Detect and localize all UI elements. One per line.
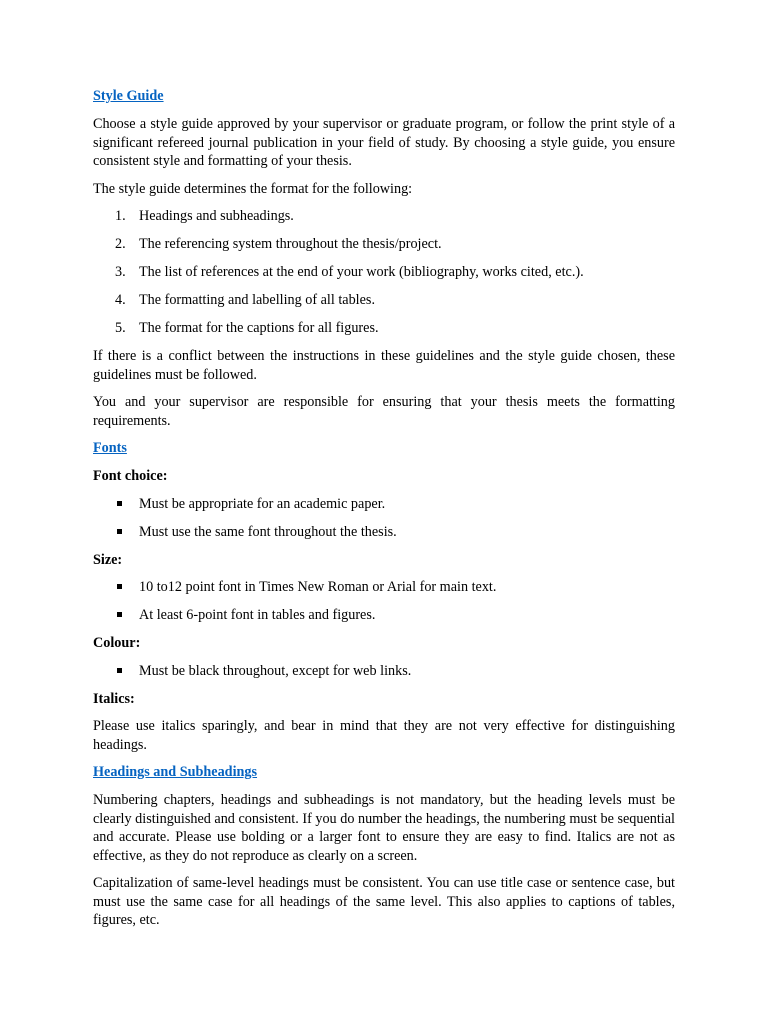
list-item-text: The format for the captions for all figures.	[139, 320, 379, 336]
list-item	[93, 495, 675, 514]
fonts-heading-block	[93, 439, 675, 458]
list-item-text: 10 to12 point font in Times New Roman or Arial for main text.	[139, 579, 497, 595]
bullet-icon	[117, 584, 122, 589]
list-item-number: 3.	[115, 264, 126, 280]
list-item-text: Must be black throughout, except for web links.	[139, 662, 412, 679]
list-item	[93, 606, 675, 625]
document-page	[93, 87, 675, 939]
style-guide-heading-link[interactable]: Style Guide	[93, 88, 164, 104]
italics-label: Italics:	[93, 690, 135, 707]
list-item	[93, 319, 675, 338]
colour-label: Colour:	[93, 635, 141, 651]
headings-paragraph-2: Capitalization of same-level headings must be consistent. You can use title case or sentence case, but must use the same case for all headings of the same level. This also applies to captions of tables, figures, etc.	[93, 875, 675, 928]
style-guide-heading-block	[93, 87, 675, 106]
list-item-text: At least 6-point font in tables and figures.	[139, 607, 376, 623]
list-item-text: The referencing system throughout the thesis/project.	[139, 236, 442, 252]
headings-heading-block	[93, 763, 675, 782]
style-guide-responsibility: You and your supervisor are responsible for ensuring that your thesis meets the formatting requirements.	[93, 394, 675, 429]
style-guide-conflict: If there is a conflict between the instructions in these guidelines and the style guide chosen, these guidelines must be followed.	[93, 348, 675, 383]
style-guide-list	[93, 207, 675, 338]
list-item	[93, 235, 675, 254]
font-choice-label: Font choice:	[93, 468, 168, 484]
list-item-text: Must be appropriate for an academic paper.	[139, 495, 386, 512]
bullet-icon	[117, 501, 122, 506]
list-item-number: 5.	[115, 320, 126, 336]
list-item	[93, 291, 675, 310]
list-item	[93, 662, 675, 681]
list-item	[93, 207, 675, 226]
list-item	[93, 523, 675, 542]
list-item-text: Headings and subheadings.	[139, 208, 294, 224]
bullet-icon	[117, 612, 122, 617]
list-item-number: 4.	[115, 292, 126, 308]
size-list	[93, 578, 675, 625]
style-guide-intro: Choose a style guide approved by your supervisor or graduate program, or follow the print style of a significant refereed journal publication in your field of study. By choosing a style guide, you ensure consistent style and formatting of your thesis.	[93, 116, 675, 169]
list-item-text: Must use the same font throughout the thesis.	[139, 523, 397, 540]
size-label: Size:	[93, 551, 123, 568]
headings-paragraph-1: Numbering chapters, headings and subheadings is not mandatory, but the heading levels must be clearly distinguished and consistent. If you do number the headings, the numbering must be sequential and accurate. Please use bolding or a larger font to ensure they are easy to find. Italics are not as effective, as they do not reproduce as clearly on a screen.	[93, 792, 675, 864]
list-item	[93, 578, 675, 597]
style-guide-lead: The style guide determines the format for the following:	[93, 180, 413, 197]
list-item-number: 1.	[115, 208, 126, 224]
list-item-text: The formatting and labelling of all tables.	[139, 292, 375, 308]
italics-text: Please use italics sparingly, and bear in mind that they are not very effective for distinguishing headings.	[93, 718, 675, 753]
fonts-heading-link[interactable]: Fonts	[93, 440, 127, 456]
list-item	[93, 263, 675, 282]
list-item-text: The list of references at the end of your work (bibliography, works cited, etc.).	[139, 264, 584, 280]
list-item-number: 2.	[115, 236, 126, 252]
font-choice-list	[93, 495, 675, 542]
colour-list	[93, 662, 675, 681]
headings-heading-link[interactable]: Headings and Subheadings	[93, 764, 258, 780]
bullet-icon	[117, 529, 122, 534]
bullet-icon	[117, 668, 122, 673]
